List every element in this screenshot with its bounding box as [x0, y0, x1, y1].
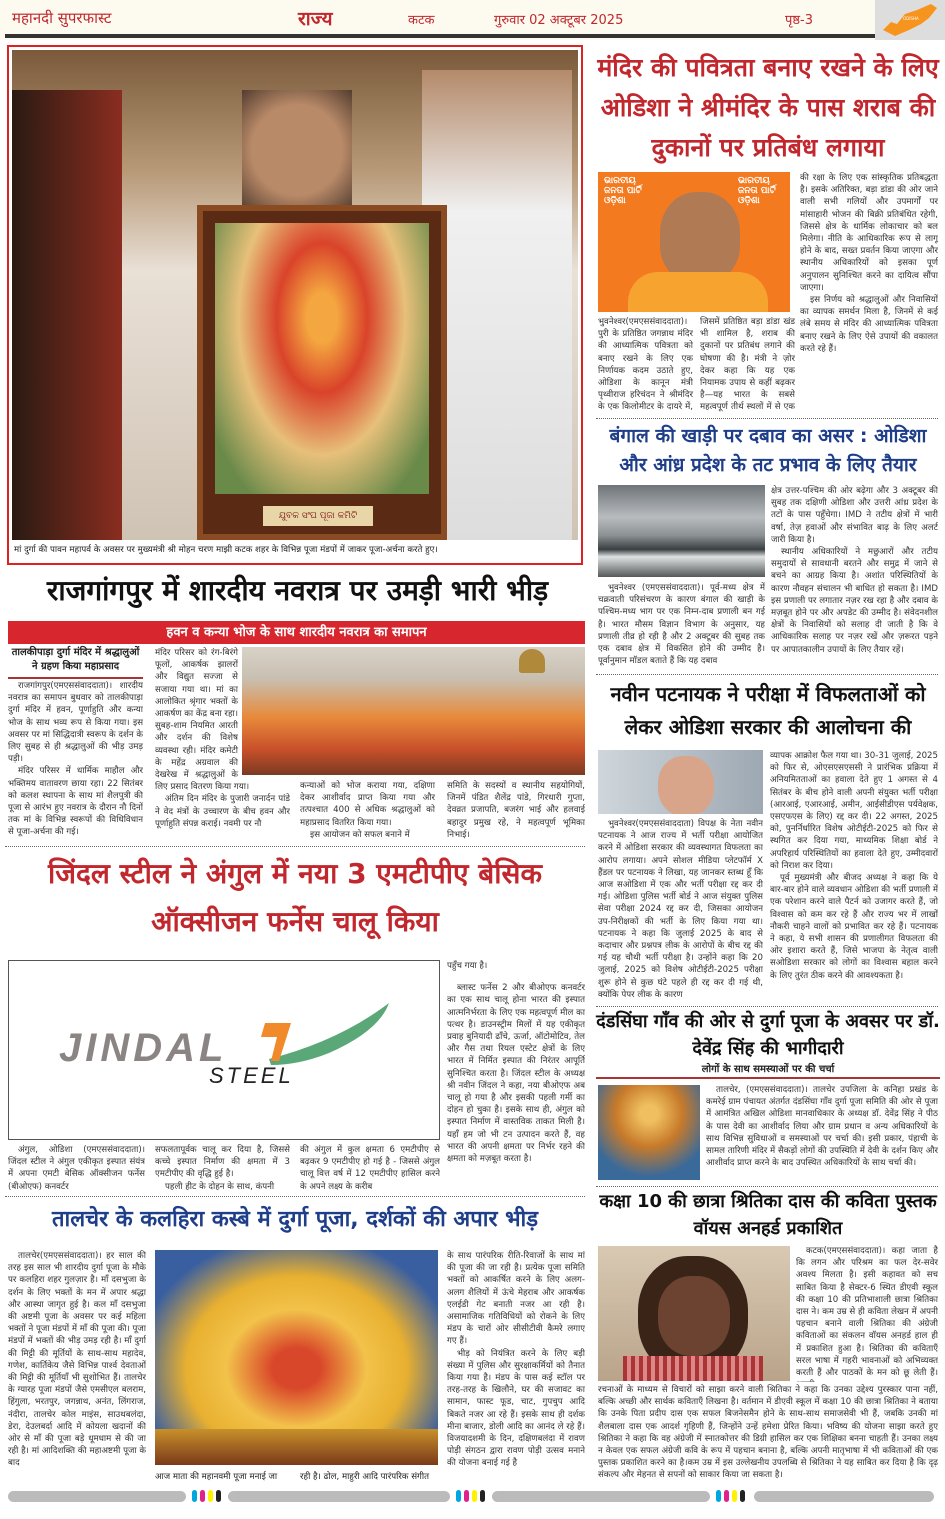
paragraph: सफलतापूर्वक चालू कर दिया है, जिससे कच्चे इस्पात निर्माण की क्षमता में 3 एमटीपीए की वृद्धि हुई है।	[155, 1145, 290, 1180]
paragraph: पहुँच गया है।	[447, 961, 488, 971]
lead-photo-caption: मां दुर्गा की पावन महापर्व के अवसर पर मुख्यमंत्री श्री मोहन चरण माझी कटक शहर के विभिन्न पूजा मंडपों में जाकर पूजा-अर्चना करते हुए।	[14, 545, 438, 555]
cyan-mark	[716, 1490, 721, 1502]
sea-storm-photo	[598, 485, 765, 577]
frame-plaque: ଯୁବକ ସଂଘ ପୂଜା କମିଟି	[263, 506, 373, 526]
section-name: राज्य	[298, 8, 333, 30]
rajgangpur-headline: राजगांगपुर में शारदीय नवरात्र पर उमड़ी भारी भीड़	[46, 574, 549, 607]
srimandir-body-right	[800, 172, 938, 414]
magenta-mark	[464, 1490, 469, 1502]
paragraph: पहली हीट के दोहन के साथ, कंपनी	[165, 1181, 275, 1192]
talcher-photo-caption-1: आज माता की महानवमी पूजा मनाई जा	[155, 1472, 278, 1482]
durga-painting	[197, 205, 447, 540]
rajgangpur-col3	[300, 780, 435, 842]
rajgangpur-subhead: तालकीपाड़ा दुर्गा मंदिर में श्रद्धालुओं ने ग्रहण किया महाप्रसाद	[8, 646, 143, 679]
jindal-headline: जिंदल स्टील ने अंगुल में नया 3 एमटीपीए बेसिक ऑक्सीजन फर्नेस चालू किया	[48, 857, 542, 938]
naveen-photo	[598, 750, 763, 814]
divider	[596, 418, 938, 419]
durga-idol-photo	[598, 1085, 700, 1180]
jindal-col3: की अंगुल में कुल क्षमता 6 एमटीपीए से बढ़कर 9 एमटीपीए हो गई है - जिससे अंगुल चालू वित्त वर्ष में 12 एमटीपीए हासिल करने के अपने लक्ष्य के करीब	[300, 1145, 440, 1192]
naveen-body-right	[770, 750, 938, 1003]
paragraph: इस निर्णय को श्रद्धालुओं और निवासियों का व्यापक समर्थन मिला है, जिनमें से कई लंबे समय से मंदिर की आध्यात्मिक पवित्रता बनाए रखने के लिए ऐसे उपायों की वकालत करते रहे हैं।	[800, 295, 938, 354]
divider	[596, 674, 938, 675]
minister-photo	[598, 172, 790, 312]
divider	[596, 1186, 938, 1187]
paragraph: क्षेत्र उत्तर-पश्चिम की ओर बढ़ेगा और 3 अक्टूबर की सुबह तक दक्षिणी ओडिशा और उत्तरी आंध्र प्रदेश के तटों के पास पहुँचेगा। IMD ने तटीय क्षेत्रों में भारी वर्षा, तेज़ हवाओं और संभावित बाढ़ के लिए अलर्ट जारी किया है।	[771, 486, 938, 545]
pandal-base	[155, 1429, 438, 1465]
paragraph: तालचेर, (एमएससंवाददाता)। तालचेर उपजिला के कनिहा प्रखंड के कमरेई ग्राम पंचायत अंतर्गत दंडसिंघा गाँव दुर्गा पूजा समिति की ओर से पूजा में आमंत्रित अखिल ओडिशा मानवाधिकार के अध्यक्ष डॉ. देवेंद्र सिंह ने पीठ के पास देवी का आशीर्वाद लिया और ग्राम प्रधान व अन्य अधिकारियों के साथ विभिन्न सुविधाओं व समस्याओं पर चर्चा की। इसी प्रकार, पंहाची के सामल तारिणी मंदिर में सैकड़ों लोगों की उपस्थिति में देवी के दर्शन किए और आशीर्वाद प्राप्त करने के बाद उपस्थित अधिकारियों के साथ चर्चा की।	[706, 1085, 938, 1169]
talcher-headline: तालचेर के कलहिरा कस्बे में दुर्गा पूजा, दर्शकों की अपार भीड़	[51, 1207, 539, 1232]
paragraph: तालचेर(एमएससंवाददाता)। हर साल की तरह इस साल भी शारदीय दुर्गा पूजा के मौके पर कलहिरा शहर गुलज़ार है। माँ दसभुजा के दर्शन के लिए भक्तों के मन में अपार श्रद्धा और आस्था जागृत हुई है। कल माँ दसभुजा की अष्टमी पूजा के अवसर पर कई महिला भक्तों ने पूजा मंडपों में माँ की पूजा की। पूजा मंडपों में भक्तों की भीड़ उमड़ रही है। माँ दुर्गा की मिट्टी की मूर्तियों के साथ-साथ महादेव, गणेश, कार्तिकेय जैसे विभिन्न पार्श्व देवताओं की मिट्टी की मूर्तियाँ भी सुशोभित हैं। तालचेर के ग्यारह पूजा मंडपों जैसे एमसीएल बलराम, हिंगुला, भरतपुर, जगन्नाथ, अनंत, लिंगराज, नंदीरा, तालचेर कोल माइंस, साउथबलंदा, डेरा, देउलबर्दा आदि में कोयला खदानों की ओर से माँ की पूजा बड़े धूमधाम से की जा रही है। मां आदिशक्ति की महाअष्टमी पूजा के बाद	[8, 1251, 146, 1469]
cyan-mark	[456, 1490, 461, 1502]
bjp-backdrop-text: ଭାରତୀୟ ଜନତା ପାର୍ଟି ଓଡ଼ିଶା	[604, 176, 642, 206]
jindal-logo-box	[8, 960, 440, 1140]
magenta-mark	[724, 1490, 729, 1502]
shritika-headline: कक्षा 10 की छात्रा श्रितिका दास की कविता पुस्तक वॉयस अनहर्ड प्रकाशित	[599, 1191, 937, 1239]
naveen-headline: नवीन पटनायक ने परीक्षा में विफलताओं को लेकर ओडिशा सरकार की आलोचना की	[610, 682, 926, 739]
paragraph: मंदिर परिसर में धार्मिक माहौल और भक्तिमय वातावरण छाया रहा। 22 सितंबर को कलश स्थापना के साथ मां शैलपुत्री की पूजा से आरंभ हुए नवरात्र के दौरान नौ दिनों तक मां के विभिन्न स्वरूपों की विधिविधान से पूजा-अर्चना की गई।	[8, 766, 143, 838]
divider	[596, 1006, 938, 1007]
srimandir-body-left: भुवनेश्वर(एमएससंवाददाता)। पुरी के प्रतिष्ठित जगन्नाथ मंदिर की आध्यात्मिक पवित्रता को बनाए रखने के लिए एक निर्णायक कदम उठाते हुए, ओडिशा के कानून मंत्री पृथ्वीराज हरिचंदन ने श्रीमंदिर के एक किलोमीटर के दायरे में, जिसमें प्रतिष्ठित बड़ा डांडा खंड भी शामिल है, शराब की दुकानों पर प्रतिबंध लगाने की घोषणा की है। मंत्री ने ज़ोर देकर कहा कि यह एक नियामक उपाय से कहीं बढ़कर है—यह भारत के सबसे महत्वपूर्ण तीर्थ स्थलों में से एक	[598, 317, 795, 413]
paragraph: की रक्षा के लिए एक सांस्कृतिक प्रतिबद्धता है। इसके अतिरिक्त, बड़ा डांडा की ओर जाने वाली सभी गलियों और उपमार्गों पर मांसाहारी भोजन की बिक्री प्रतिबंधित रहेगी, जिससे क्षेत्र के धार्मिक लोकाचार को बल मिलेगा। नीति के आधिकारिक रूप से लागू होने के बाद, सख्त प्रवर्तन किया जाएगा और स्थानीय अधिकारियों को इसका पूर्ण अनुपालन सुनिश्चित करने का दायित्व सौंपा जाएगा।	[800, 173, 938, 293]
magenta-mark	[200, 1490, 205, 1502]
paragraph: इस आयोजन को सफल बनाने में	[310, 829, 410, 840]
cyan-mark	[192, 1490, 197, 1502]
lead-photo-box	[7, 45, 583, 565]
svg-text:JINDAL: JINDAL	[59, 1026, 228, 1070]
black-mark	[740, 1490, 745, 1502]
paragraph: अंतिम दिन मंदिर के पुजारी जनार्दन पांडे ने वेद मंत्रों के उच्चारण के बीच हवन और पूर्णाहुति संपन्न कराई। नवमी पर नौ	[155, 794, 290, 829]
paragraph: कटक(एमएससंवाददाता)। कहा जाता है कि लगन और परिश्रम का फल देर-सवेर अवश्य मिलता है। इसी कहावत को सच साबित किया है सेक्टर-6 स्थित डीएवी स्कूल की कक्षा 10 की प्रतिभाशाली छात्रा श्रितिका दास ने। कम उम्र से ही कविता लेखन में अपनी पहचान बनाने वाली श्रितिका की अंग्रेजी कविताओं का संकलन वॉयस अनहर्ड हाल ही में प्रकाशित हुआ है। श्रितिका की कविताएँ सरल भाषा में गहरी भावनाओं को अभिव्यक्त करती हैं और पाठकों के मन को छू लेती हैं।	[796, 1246, 938, 1379]
minister-face	[660, 192, 740, 282]
srimandir-headline: मंदिर की पवित्रता बनाए रखने के लिए ओडिशा ने श्रीमंदिर के पास शराब की दुकानों पर प्रतिबंध लगाया	[597, 53, 939, 162]
talcher-col1	[8, 1250, 146, 1482]
talcher-photo-caption-2: रही है। ढोल, माहुरी आदि पारंपरिक संगीत	[300, 1472, 429, 1482]
paragraph: भुवनेश्वर (एमएससंवाददाता)। पूर्व-मध्य क्षेत्र में चक्रवाती परिसंचरण के कारण बंगाल की खाड़ी के पश्चिम-मध्य भाग पर एक निम्न-दाब प्रणाली बन गई है। भारत मौसम विज्ञान विभाग के अनुसार, यह प्रणाली तीव्र हो रही है और 2 अक्टूबर की सुबह तक एक दबाव क्षेत्र में विकसित होने की उम्मीद है। पूर्वानुमान मॉडल बताते हैं कि यह दबाव	[598, 583, 765, 667]
paragraph: व्यापक आक्रोश फैल गया था। 30-31 जुलाई, 2025 को फिर से, ओएसएसएससी ने प्रारंभिक प्रक्रिया में अनियमितताओं का हवाला देते हुए 1 अगस्त से 4 सितंबर के बीच होने वाली अपनी संयुक्त भर्ती परीक्षा (आरआई, एआरआई, अमीन, आईसीडीएस पर्यवेक्षक, एसएफएस के लिए) रद्द कर दी। 22 अगस्त, 2025 को, पुनर्निर्धारित विशेष ओटीईटी-2025 को फिर से स्थगित कर दिया गया, माध्यमिक शिक्षा बोर्ड ने अपरिहार्य परिस्थितियों का हवाला देते हुए, उम्मीदवारों को निराश कर दिया।	[770, 751, 938, 871]
dandsingha-body	[706, 1084, 938, 1182]
shritika-photo	[598, 1246, 790, 1381]
edition-city: कटक	[408, 13, 435, 28]
divider	[5, 1196, 585, 1197]
rajgangpur-banner: हवन व कन्या भोज के साथ शारदीय नवरात्र का समापन	[8, 621, 585, 644]
odisha-map-icon	[875, 0, 945, 40]
map-label: ODISHA	[903, 16, 919, 21]
print-strip	[754, 1491, 934, 1502]
shritika-face	[658, 1276, 730, 1356]
person-left	[12, 90, 122, 540]
black-mark	[480, 1490, 485, 1502]
page-number: पृष्ठ-3	[785, 13, 814, 28]
dandsingha-headline: दंडसिंघा गाँव की ओर से दुर्गा पूजा के अवसर पर डॉ. देवेंद्र सिंह की भागीदारी	[596, 1011, 940, 1059]
bengal-body-left	[598, 582, 765, 670]
print-strip	[228, 1491, 450, 1502]
shritika-body-full: रचनाओं के माध्यम से विचारों को साझा करने वाली श्रितिका ने कहा कि उनका उद्देश्य पुरस्कार पाना नहीं, बल्कि अच्छी और सार्थक कविताएँ लिखना है। वर्तमान में डीएवी स्कूल में कक्षा 10 की छात्रा श्रितिका ने बताया कि उनके पिता प्रदीप दास एक सफल बिजनेसमैन होने के साथ-साथ समाजसेवी भी हैं, जबकि उनकी मां शैलबाला दास एक आदर्श गृहिणी हैं, जिन्होंने उन्हें हमेशा प्रेरित किया। भविष्य की योजना साझा करते हुए श्रितिका ने कहा कि वह अंग्रेजी में स्नातकोत्तर की डिग्री हासिल कर एक शिक्षिका बनना चाहती हैं। उनका लक्ष्य न केवल एक सफल अंग्रेजी कवि के रूप में पहचान बनाना है, बल्कि अपनी मातृभाषा में भी कविताओं की एक पुस्तक प्रकाशित करने का है।कम उम्र में इस उल्लेखनीय उपलब्धि से श्रितिका ने यह साबित कर दिया है कि दृढ़ संकल्प और मेहनत से सपनों को साकार किया जा सकता है।	[598, 1385, 938, 1481]
black-mark	[216, 1490, 221, 1502]
paragraph: पूर्व मुख्यमंत्री और बीजद अध्यक्ष ने कहा कि ये बार-बार होने वाले व्यवधान ओडिशा की भर्ती प्रणाली में एक परेशान करने वाले पैटर्न को उजागर करते हैं, जो विश्वास को कम कर रहे हैं और राज्य भर में लाखों नौकरी चाहने वालों को प्रभावित कर रहे हैं। पटनायक ने कहा, ये सभी शासन की प्रणालीगत विफलता की ओर इशारा करते हैं, जिसे भाजपा के नेतृत्व वाली सओडिशा सरकार को लोगों का विश्वास बहाल करने के लिए तुरंत ठीक करने की आवश्यकता है।	[770, 873, 938, 981]
naveen-face	[658, 756, 714, 814]
jindal-col1	[8, 1144, 145, 1192]
svg-text:STEEL: STEEL	[209, 1063, 294, 1088]
rajgangpur-col1	[8, 680, 143, 842]
paragraph: मंदिर परिसर को रंग-बिरंगे फूलों, आकर्षक झालरों और विद्युत सज्जा से सजाया गया था। मां का आलोकित श्रृंगार भक्तों के आकर्षण का केंद्र बना रहा। सुबह-शाम नियमित आरती और दर्शन की विशेष व्यवस्था रही। मंदिर कमेटी के महेंद्र अग्रवाल की देखरेख में श्रद्धालुओं के लिए प्रसाद वितरण किया गया।	[155, 648, 250, 793]
temple-bell	[519, 649, 545, 673]
temple-crowd-photo	[242, 647, 585, 775]
dandsingha-subhead: लोगों के साथ समस्याओं पर की चर्चा	[596, 1063, 940, 1079]
jindal-col2	[155, 1144, 290, 1192]
school-uniform	[623, 1356, 763, 1381]
shritika-body-right	[796, 1245, 938, 1382]
rajgangpur-col4: समिति के सदस्यों व स्थानीय सहयोगियों, जिनमें पंडित शैलेंद्र पांडे, गिरधारी गुप्ता, देवव्रत प्रजापति, बजरंग भाई और हलवाई बहादुर प्रमुख रहे, ने महत्वपूर्ण भूमिका निभाई।	[447, 781, 585, 840]
paragraph: अंगुल, ओडिशा (एमएससंवाददाता)। जिंदल स्टील ने अंगुल एकीकृत इस्पात संयंत्र में अपना एमटी बेसिक ऑक्सीजन फर्नेस (बीओएफ) कनवर्टर	[8, 1145, 145, 1192]
yellow-mark	[732, 1490, 737, 1502]
print-strip	[8, 1491, 186, 1502]
paragraph: ब्लास्ट फर्नेस 2 और बीओएफ कनवर्टर का एक साथ चालू होना भारत की इस्पात आत्मनिर्भरता के लिए एक महत्वपूर्ण मील का पत्थर है। डाउनस्ट्रीम मिलों में यह एकीकृत प्रवाह बुनियादी ढाँचे, ऊर्जा, ऑटोमोटिव, तेल और गैस तथा रियल एस्टेट क्षेत्रों के लिए भारत में निर्मित इस्पात की निरंतर आपूर्ति सुनिश्चित करता है। जिंदल स्टील के अध्यक्ष श्री नवीन जिंदल ने कहा, नया बीओएफ अब चालू हो गया है और इसकी पहली गर्मी का दोहन हो चुका है। इसके साथ ही, अंगुल को इस्पात निर्माण में वास्तविक ताकत मिली है। यहाँ हम जो भी टन उत्पादन करते हैं, वह भारत की अपनी क्षमता पर निर्भर रहने की क्षमता को मज़बूत करता है।	[447, 983, 585, 1165]
paragraph: कन्याओं को भोज कराया गया, दक्षिणा देकर आशीर्वाद प्राप्त किया गया और तत्पश्चात 400 से अधिक श्रद्धालुओं को महाप्रसाद वितरित किया गया।	[300, 781, 435, 828]
jindal-steel-logo	[9, 961, 439, 1139]
naveen-body-left	[598, 818, 763, 1003]
durga-pandal-photo	[155, 1250, 438, 1465]
yellow-mark	[472, 1490, 477, 1502]
yellow-mark	[208, 1490, 213, 1502]
paragraph: स्थानीय अधिकारियों ने मछुआरों और तटीय समुदायों से सावधानी बरतने और समुद्र में जाने से बचने का आग्रह किया है। अशांत परिस्थितियों के कारण नौवहन संचालन भी बाधित हो सकता है। IMD इस प्रणाली पर लगातार नज़र रख रहा है और दबाव के मज़बूत होने पर और अपडेट की उम्मीद है। संवेदनशील क्षेत्रों के निवासियों को सलाह दी जाती है कि वे आधिकारिक सलाह पर नज़र रखें और ज़रूरत पड़ने पर आपातकालीन उपायों के लिए तैयार रहें।	[771, 547, 938, 655]
paragraph: भुवनेश्वर(एमएससंवाददाता) विपक्ष के नेता नवीन पटनायक ने आज राज्य में भर्ती परीक्षा आयोजित करने में ओडिशा सरकार की व्यवस्थागत विफलता का आरोप लगाया। अपने सोशल मीडिया प्लेटफॉर्म X हैंडल पर पटनायक ने लिखा, यह जानकर स्तब्ध हूँ कि आज सओडिशा में एक और भर्ती परीक्षा रद्द कर दी गई। ओडिशा पुलिस भर्ती बोर्ड ने आज संयुक्त पुलिस सेवा परीक्षा 2024 रद्द कर दी, जिसका आयोजन उप-निरीक्षकों की भर्ती के लिए किया गया था। पटनायक ने कहा कि जुलाई 2025 के बाद से कदाचार और प्रश्नपत्र लीक के आरोपों के बीच रद्द की गई यह चौथी भर्ती परीक्षा है। उन्होंने कहा कि 20 जुलाई, 2025 को विशेष ओटीईटी-2025 परीक्षा शुरू होने से कुछ घंटे पहले ही रद्द कर दी गई थी, क्योंकि पेपर लीक के कारण	[598, 819, 763, 1000]
talcher-col3	[447, 1250, 585, 1482]
bjp-backdrop-text: ଭାରତୀୟ ଜନତା ପାର୍ଟି ଓଡ଼ିଶା	[738, 176, 776, 206]
header-rule	[5, 34, 877, 38]
print-strip	[492, 1491, 710, 1502]
paragraph: के साथ पारंपरिक रीति-रिवाजों के साथ मां की पूजा की जा रही है। प्रत्येक पूजा समिति भक्तों को आकर्षित करने के लिए अलग-अलग शैलियों में ऊंचे मेहराब और आकर्षक एलईडी गेट बनाती नजर आ रही है। असामाजिक गतिविधियों को रोकने के लिए मंडप के चारों ओर सीसीटीवी कैमरे लगाए गए हैं।	[447, 1251, 585, 1347]
bengal-headline: बंगाल की खाड़ी पर दबाव का असर : ओडिशा और आंध्र प्रदेश के तट प्रभाव के लिए तैयार	[609, 425, 927, 476]
durga-artwork	[215, 223, 429, 494]
issue-date: गुरुवार 02 अक्टूबर 2025	[494, 13, 624, 28]
paragraph: भीड़ को नियंत्रित करने के लिए बड़ी संख्या में पुलिस और सुरक्षाकर्मियों को तैनात किया गया है। मंडप के पास कई स्टॉल पर तरह-तरह के खिलौने, घर की सजावट का सामान, फास्ट फूड, चाट, गुपचुप आदि बिकते नजर आ रहे हैं। इसके साथ ही दर्शक मीना बाजार, डोली आदि का आनंद ले रहे हैं। विजयादशमी के दिन, दक्षिणबलंदा में रावण पोड़ी संगठन द्वारा रावण पोड़ी उत्सव मनाने की योजना बनाई गई है	[447, 1348, 585, 1469]
minister-kurta	[628, 272, 768, 312]
divider	[5, 846, 585, 847]
jindal-col4	[447, 960, 585, 1192]
lead-photo	[12, 50, 578, 540]
paper-name: महानदी सुपरफास्ट	[12, 9, 112, 27]
paragraph: राजगांगपुर(एमएससंवाददाता)। शारदीय नवरात्र का समापन बुधवार को तालकीपाड़ा दुर्गा मंदिर में हवन, पूर्णाहुति और कन्या भोज के साथ भव्य रूप से किया गया। इस अवसर पर मां सिद्धिदात्री स्वरूप के दर्शन के लिए सुबह से ही श्रद्धालुओं की भीड़ उमड़ पड़ी।	[8, 681, 143, 765]
bengal-body-right	[771, 485, 938, 670]
